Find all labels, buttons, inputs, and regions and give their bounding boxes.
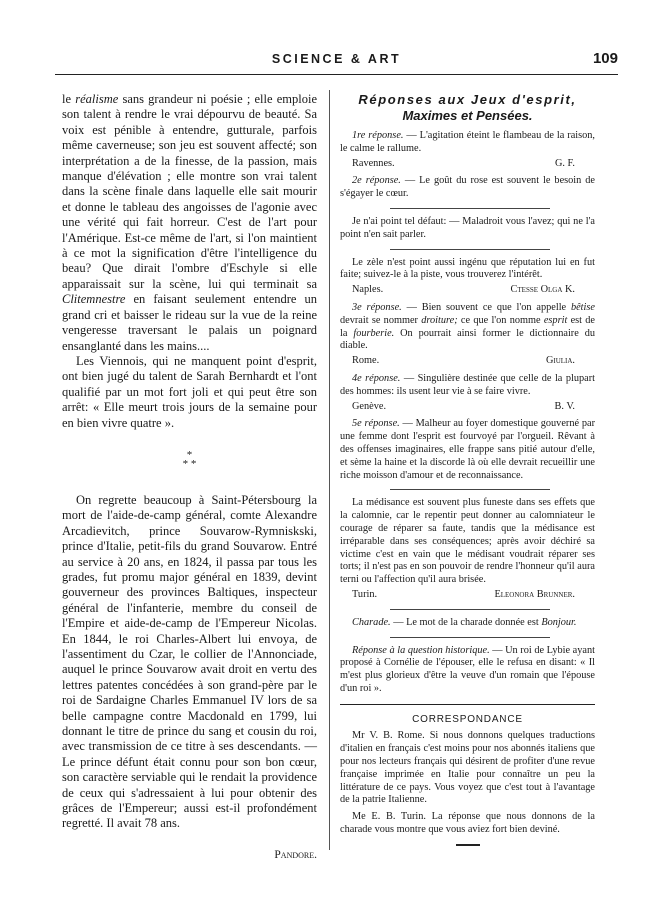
text-run: le bbox=[62, 92, 76, 106]
page-number: 109 bbox=[592, 50, 618, 67]
section-rule bbox=[340, 704, 595, 705]
answer-text: — Singulière destinée que celle de la plupart des hommes: ils usent leur vie à se faire vivre. bbox=[340, 372, 595, 397]
answer-place: Rome. bbox=[352, 355, 380, 367]
answer-text: — Un roi de Lybie ayant proposé à Cornélie de l'épouser, elle le refusa en disant: « Il m'est plus glorieux d'être la veuve d'un romain que l'épouse d'un roi ». bbox=[340, 644, 595, 694]
text-run: — Bien souvent ce que l'on appelle bbox=[401, 301, 571, 313]
answer-text: Je n'ai point tel défaut: — Maladroit vous l'avez; qui ne l'a point n'en sait parler. bbox=[340, 215, 595, 240]
correspondence-note: Me E. B. Turin. La réponse que nous donnons de la charade vous montre que vous aviez fort bien deviné. bbox=[340, 811, 595, 836]
text-run: ce que l'on nomme bbox=[457, 314, 544, 326]
answer-place: Genève. bbox=[352, 400, 387, 412]
emphasis: Clitemnestre bbox=[62, 292, 126, 307]
heading-line-2: Maximes et Pensées. bbox=[402, 108, 533, 123]
answer-signature bbox=[340, 284, 595, 297]
correspondence-note: Mr V. B. Rome. Si nous donnons quelques traductions d'italien en français c'est moins pour nos abonnés italiens que pour nos lecteurs français qui désirent de profiter d'une revue française imprimée en Italie pour connaître un peu la littérature de ce pays. Vous voyez que c'est tout à l'avantage de la patrie Italienne. bbox=[340, 730, 595, 806]
answer-author: B. V. bbox=[554, 400, 575, 412]
answer-text: — Le goût du rose est souvent le besoin de s'égayer le cœur. bbox=[340, 175, 595, 200]
answer-author: Ctesse Olga K. bbox=[510, 284, 575, 296]
correspondence-section bbox=[340, 714, 595, 849]
separator bbox=[390, 208, 550, 209]
answer-signature bbox=[340, 158, 595, 171]
emphasis: bêtise bbox=[570, 301, 595, 313]
text-run: devrait se nommer bbox=[340, 314, 422, 326]
right-column bbox=[340, 92, 595, 849]
answer-1 bbox=[340, 130, 595, 170]
historical-answer bbox=[340, 645, 595, 696]
answer-signature bbox=[340, 355, 595, 368]
column-divider bbox=[329, 90, 330, 850]
answer-3 bbox=[340, 302, 595, 368]
text-run: sans grandeur ni poésie ; elle emploie son talent à rendre le vrai dépourvu de beauté. Sa voix est pénible à entendre, gutturale, parfois même caverneuse; son jeu est souvent affecté; son interprétation a de la finesse, de la passion, mais manque d'élévation ; elle montre son vrai talent dans la scène finale dans laquelle elle sait mourir et donne le tableau des angoisses de l'agonie avec une vérité qui fait horreur. C'est de l'art pour l'Amérique. Est-ce même de l'art, si l'on maintient à ce mot la signification d'être l'intelligence du beau? Que dirait l'ombre d'Eschyle si elle apparaissait sur la scène, lui qui terminait sa bbox=[62, 92, 317, 291]
separator bbox=[390, 489, 550, 490]
answer-author: Eleonora Brunner. bbox=[494, 588, 575, 600]
answer-author: Giulia. bbox=[545, 355, 575, 367]
answer-author: G. F. bbox=[554, 157, 575, 169]
answer-text: — L'agitation éteint le flambeau de la raison, le calme le rallume. bbox=[340, 130, 596, 154]
emphasis: droiture; bbox=[421, 314, 458, 326]
section-separator-asterism bbox=[62, 448, 317, 470]
charade-label: Charade. bbox=[352, 616, 391, 628]
answer-label: 5e réponse. bbox=[352, 418, 400, 430]
separator bbox=[390, 609, 550, 610]
answer-label: 4e réponse. bbox=[352, 372, 401, 384]
asterism-top: * bbox=[186, 448, 193, 461]
author-signature: Pandore. bbox=[274, 848, 317, 861]
answer-signature bbox=[340, 401, 595, 414]
separator bbox=[390, 249, 550, 250]
emphasis: réalisme bbox=[75, 92, 119, 106]
emphasis: fourberie. bbox=[353, 327, 395, 339]
text-run: en faisant seulement entendre un grand cri et baisser le rideau sur la vue de la reine vengeresse traversant le palais un poignard ensanglanté dans les mains.... bbox=[62, 292, 317, 353]
charade-answer bbox=[340, 617, 595, 630]
answer-text: — Malheur au foyer domestique gouverné par une femme dont l'esprit est fourvoyé par l'orgueil. Rêvant à des offenses imaginaires, elle frappe sans pitié autour d'elle, et sème la haine et la discorde là où elle devrait recueillir une riche moisson d'amour et de reconnaissance. bbox=[340, 418, 596, 481]
answer-place: Ravennes. bbox=[352, 157, 395, 169]
text-run: — Le mot de la charade donnée est bbox=[390, 616, 542, 628]
section-heading bbox=[340, 92, 595, 124]
answer-place: Turin. bbox=[352, 588, 378, 600]
emphasis: esprit bbox=[543, 314, 568, 326]
asterism-bottom: * * bbox=[182, 457, 197, 470]
answer-signature bbox=[340, 589, 595, 602]
separator bbox=[390, 637, 550, 638]
answer-4 bbox=[340, 373, 595, 413]
left-column bbox=[62, 92, 317, 863]
end-ornament bbox=[340, 841, 595, 849]
paragraph-souvarow: On regrette beaucoup à Saint-Pétersbourg la mort de l'aide-de-camp général, comte Alexandre Arcadievitch, prince Souvarow-Rymniskski, prince d'Italie, petit-fils du grand Souvarow. Entré au service à 20 ans, en 1824, il passa par tous les grades, fut promu major général en 1839, devint gouverneur des provinces Baltiques, inspecteur général de l'infanterie, membre du conseil de l'Empire et aide-de-camp de l'Empereur Nicolas. En 1844, le roi Charles-Albert lui envoya, de l'assentiment du Czar, le collier de l'Annonciade, auquel le prince Souvarow avait droit en vertu des lettres patentes concédées à son grand-père par le roi de Sardaigne Charles Emmanuel IV lors de sa belle campagne contre Macdonald en 1799, lui donnant le titre de prince du sang et cousin du roi, avec transmission de ce titre à ses descendants. — Le prince défunt était connu pour son bon cœur, son caractère serviable qui le rendait la providence de ceux qui s'adressaient à lui pour obtenir des grâces de l'Empereur; aussi est-il profondément regretté. Il avait 78 ans. bbox=[62, 492, 317, 831]
text-run: est de la bbox=[340, 314, 595, 339]
emphasis: Bonjour. bbox=[541, 616, 577, 628]
answer-label: 3e réponse. bbox=[352, 301, 402, 313]
answer-label: 1re réponse. bbox=[352, 130, 404, 141]
answer-5 bbox=[340, 418, 595, 601]
journal-title: SCIENCE & ART bbox=[271, 52, 402, 66]
paragraph-viennois: Les Viennois, qui ne manquent point d'esprit, ont bien jugé du talent de Sarah Bernhardt et l'ont qualifié par un mot fort joli et qui peut être son arrêt: « Elle meurt trois jours de la semaine pour en bien vivre quatre ». bbox=[62, 353, 317, 430]
paragraph-realisme bbox=[62, 92, 317, 354]
answer-label: 2e réponse. bbox=[352, 175, 401, 187]
answer-2 bbox=[340, 175, 595, 297]
historical-label: Réponse à la question historique. bbox=[352, 644, 490, 656]
answer-text: Le zèle n'est point aussi ingénu que réputation lui en fut faite; suivez-le à la piste, vous trouverez l'intérêt. bbox=[340, 256, 595, 281]
running-head bbox=[55, 50, 618, 72]
answer-text: La médisance est souvent plus funeste dans ses effets que la calomnie, car le repentir peut donner au calomniateur le courage de réparer sa faute, tandis que la médisance est irréparable dans ses conséquences; après avoir déchiré sa victime c'est en vain que le médisant voudrait réparer ses torts; il n'est pas en son pouvoir de rendre l'honneur qu'il aura terni ou l'affection qu'il aura brisée. bbox=[340, 497, 595, 586]
header-rule bbox=[55, 74, 618, 75]
correspondence-heading: CORRESPONDANCE bbox=[412, 713, 523, 725]
heading-line-1: Réponses aux Jeux d'esprit, bbox=[358, 92, 577, 107]
text-run: On pourrait ainsi former le dictionnaire du diable. bbox=[340, 327, 595, 352]
answer-place: Naples. bbox=[352, 284, 384, 296]
